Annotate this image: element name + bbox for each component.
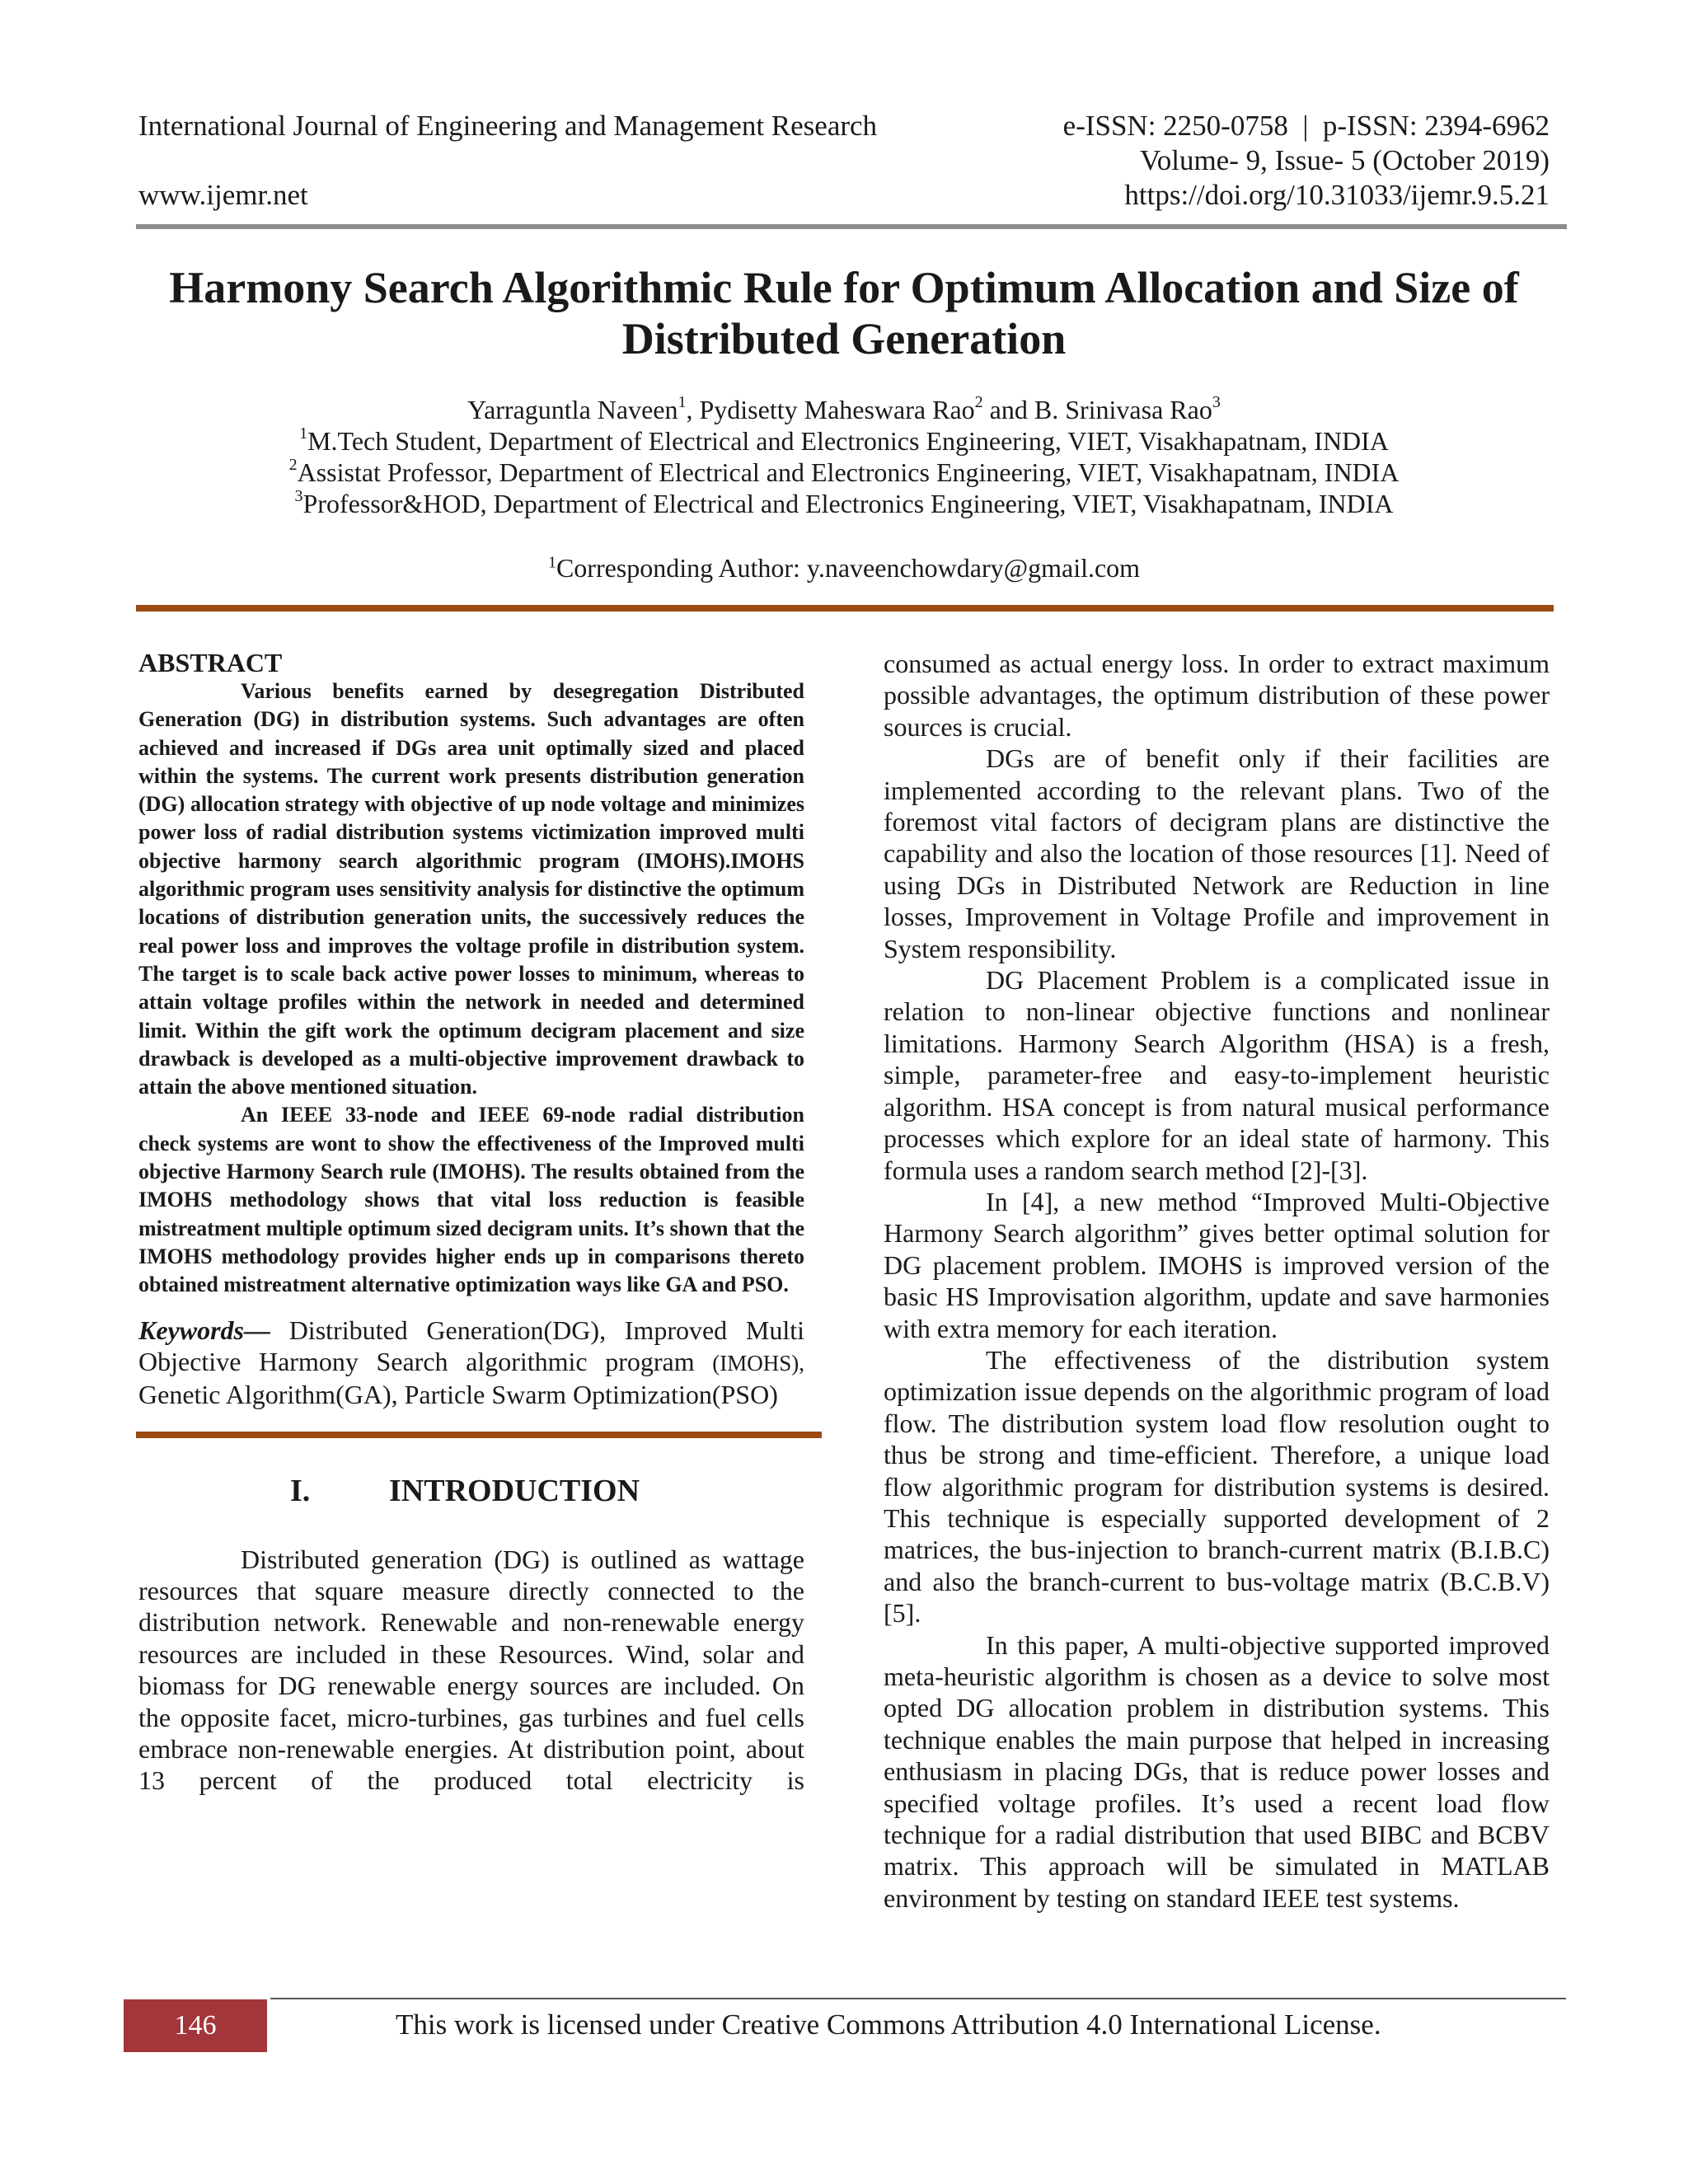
volume-issue: Volume- 9, Issue- 5 (October 2019) — [1139, 144, 1550, 176]
right-column — [884, 648, 1550, 1914]
affiliation-1: $^1$M.Tech Student, Department of Electrical and Electronics Engineering, VIET, Visakhapatnam, INDIA — [299, 424, 1389, 456]
author-2-sup: 2 — [974, 393, 983, 412]
section-title: INTRODUCTION — [389, 1473, 640, 1508]
author-line — [138, 394, 1550, 425]
author-3: and B. Srinivasa Rao — [982, 395, 1212, 424]
license-notice: This work is licensed under Creative Commons Attribution 4.0 International License. — [396, 2008, 1381, 2041]
title-divider — [136, 605, 1554, 612]
intro-paragraph-2: DGs are of benefit only if their facilities are implemented according to the relevant plans. Two of the foremost vital factors of decigram plans are distinctive the capability and also the location of those resources [1]. Need of using DGs in Distributed Network are Reduction in line losses, Improvement in Voltage Profile and improvement in System responsibility. — [884, 743, 1550, 963]
issn: e-ISSN: 2250-0758 | p-ISSN: 2394-6962 — [1062, 110, 1550, 142]
intro-paragraph-3: DG Placement Problem is a complicated issue in relation to non-linear objective functions and nonlinear limitations. Harmony Search Algorithm (HSA) is a fresh, simple, parameter-free and easy-to-implement heuristic algorithm. HSA concept is from natural musical performance processes which explore for an ideal state of harmony. This formula uses a random search method [2]-[3]. — [884, 965, 1550, 1185]
intro-paragraph-6: In this paper, A multi-objective supported improved meta-heuristic algorithm is chosen as a device to solve most opted DG allocation problem in distribution systems. This technique enables the main purpose that helped in increasing enthusiasm in placing DGs, that is reduce power losses and specified voltage profiles. It’s used a recent load flow technique for a radial distribution that used BIBC and BCBV matrix. This approach will be simulated in MATLAB environment by testing on standard IEEE test systems. — [884, 1629, 1550, 1913]
paper-title: Harmony Search Algorithmic Rule for Optimum Allocation and Size of Distributed Generation — [169, 263, 1519, 363]
abstract-paragraph-2: An IEEE 33-node and IEEE 69-node radial distribution check systems are wont to show the effectiveness of the Improved multi objective Harmony Search rule (IMOHS). The results obtained from the IMOHS methodology shows that vital loss reduction is feasible mistreatment multiple optimum sized decigram units. It’s shown that the IMOHS methodology provides higher ends up in comparisons thereto obtained mistreatment alternative optimization ways like GA and PSO. — [138, 1103, 804, 1297]
author-2: , Pydisetty Maheswara Rao — [686, 395, 975, 424]
author-1-sup: 1 — [678, 393, 687, 412]
keywords-divider — [136, 1432, 822, 1438]
keywords-label: Keywords— — [138, 1315, 270, 1345]
corresponding-author: $^1$Corresponding Author: y.naveenchowdary@gmail.com — [547, 553, 1141, 583]
section-number: I. — [290, 1473, 311, 1508]
affiliation-3: $^3$Professor&HOD, Department of Electrical and Electronics Engineering, VIET, Visakhapatnam, INDIA — [294, 487, 1394, 518]
section-heading-introduction — [138, 1474, 804, 1507]
author-3-sup: 3 — [1212, 393, 1221, 412]
journal-meta — [808, 109, 1550, 213]
keywords: Keywords— Distributed Generation(DG), Improved Multi Objective Harmony Search algorithmic program (IMOHS), Genetic Algorithm(GA), Particle Swarm Optimization(PSO) — [138, 1315, 804, 1409]
left-column — [138, 648, 804, 1796]
affiliation-2: $^2$Assistat Professor, Department of Electrical and Electronics Engineering, VIET, Visakhapatnam, INDIA — [288, 456, 1400, 487]
abstract-heading: ABSTRACT — [138, 648, 283, 677]
intro-paragraph-1: Distributed generation (DG) is outlined as wattage resources that square measure directly connected to the distribution network. Renewable and non-renewable energy resources are included in these Resources. Wind, solar and biomass for DG renewable energy sources are included. On the opposite facet, micro-turbines, gas turbines and fuel cells embrace non-renewable energies. At distribution point, about 13 percent of the produced total electricity is — [138, 1544, 804, 1796]
intro-paragraph-5: The effectiveness of the distribution system optimization issue depends on the algorithmic program of load flow. The distribution system load flow resolution ought to thus be strong and time-efficient. Therefore, a unique load flow algorithmic program for distribution systems is desired. This technique is especially supported development of 2 matrices, the bus-injection to branch-current matrix (B.I.B.C) and also the branch-current to bus-voltage matrix (B.C.B.V) [5]. — [884, 1344, 1550, 1629]
intro-paragraph-1-continued: consumed as actual energy loss. In order to extract maximum possible advantages, the optimum distribution of these power sources is crucial. — [884, 649, 1550, 742]
journal-website[interactable]: www.ijemr.net — [138, 179, 308, 211]
abstract-paragraph-1: Various benefits earned by desegregation Distributed Generation (DG) in distribution systems. Such advantages are often achieved and increased if DGs area unit optimally sized and placed within the systems. The current work presents distribution generation (DG) allocation strategy with objective of up node voltage and minimizes power loss of radial distribution systems victimization improved multi objective harmony search algorithmic program (IMOHS).IMOHS algorithmic program uses sensitivity analysis for distinctive the optimum locations of distribution generation units, the successively reduces the real power loss and improves the voltage profile in distribution system. The target is to scale back active power losses to minimum, whereas to attain voltage profiles within the network in needed and determined limit. Within the gift work the optimum decigram placement and size drawback is developed as a multi-objective improvement drawback to attain the above mentioned situation. — [138, 679, 804, 1099]
page-number: 146 — [124, 1999, 267, 2052]
author-block — [138, 394, 1550, 519]
header-divider — [136, 224, 1567, 229]
author-1: Yarraguntla Naveen — [467, 395, 678, 424]
doi-link[interactable]: https://doi.org/10.31033/ijemr.9.5.21 — [1124, 179, 1550, 211]
intro-paragraph-4: In [4], a new method “Improved Multi-Objective Harmony Search algorithm” gives better optimal solution for DG placement problem. IMOHS is improved version of the basic HS Improvisation algorithm, update and save harmonies with extra memory for each iteration. — [884, 1186, 1550, 1343]
journal-name: International Journal of Engineering and Management Research — [138, 110, 878, 142]
footer-divider — [270, 1998, 1566, 1999]
